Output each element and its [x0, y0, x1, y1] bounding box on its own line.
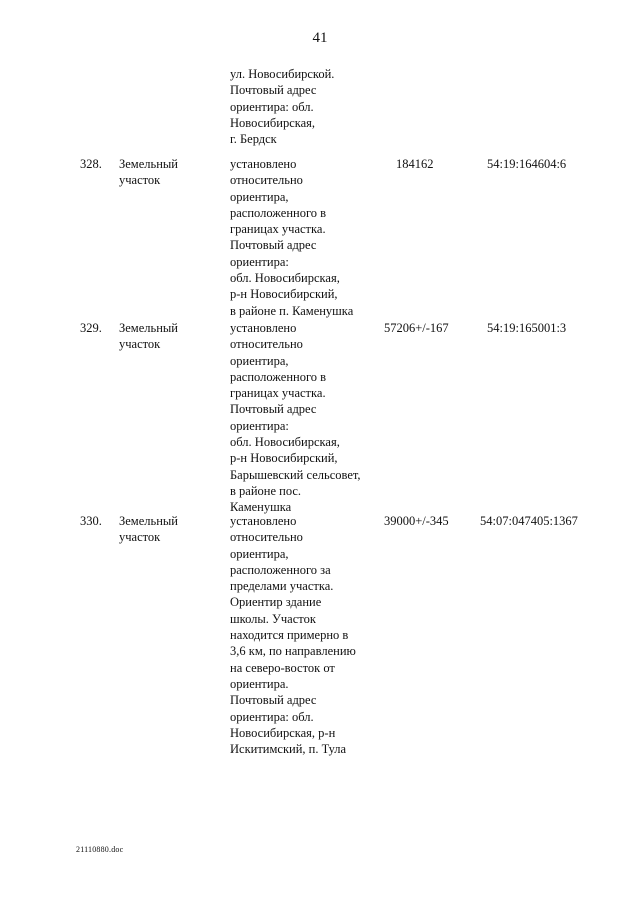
page-number: 41 [312, 30, 328, 46]
object-description: установлено относительно ориентира, расположенного в границах участка. Почтовый адрес ориентира: обл. Новосибирская, р-н Новосибирский, в районе п. Каменушка [230, 157, 354, 318]
cadastral-number: 54:19:165001:3 [487, 321, 567, 335]
row-number: 329. [80, 321, 102, 335]
cadastral-number: 54:07:047405:1367 [480, 514, 578, 528]
object-area: 57206+/-167 [384, 321, 449, 335]
footer-filename: 21110880.doc [76, 845, 124, 854]
object-type: Земельный участок [119, 157, 178, 188]
continuation-description: ул. Новосибирской. Почтовый адрес ориентира: обл. Новосибирская, г. Бердск [230, 67, 335, 147]
object-type: Земельный участок [119, 321, 178, 352]
row-number: 330. [80, 514, 102, 528]
object-description: установлено относительно ориентира, расположенного за пределами участка. Ориентир здание школы. Участок находится примерно в 3,6 км, по направлению на северо-восток от ориентира. Почтовый адрес ориентира: обл. Новосибирская, р-н Искитимский, п. Тула [230, 514, 356, 757]
object-description: установлено относительно ориентира, расположенного в границах участка. Почтовый адрес ориентира: обл. Новосибирская, р-н Новосибирский, Барышевский сельсовет, в районе пос. Каменушка [230, 321, 361, 515]
object-area: 184162 [396, 157, 434, 171]
object-area: 39000+/-345 [384, 514, 449, 528]
row-number: 328. [80, 157, 102, 171]
cadastral-number: 54:19:164604:6 [487, 157, 567, 171]
object-type: Земельный участок [119, 514, 178, 545]
